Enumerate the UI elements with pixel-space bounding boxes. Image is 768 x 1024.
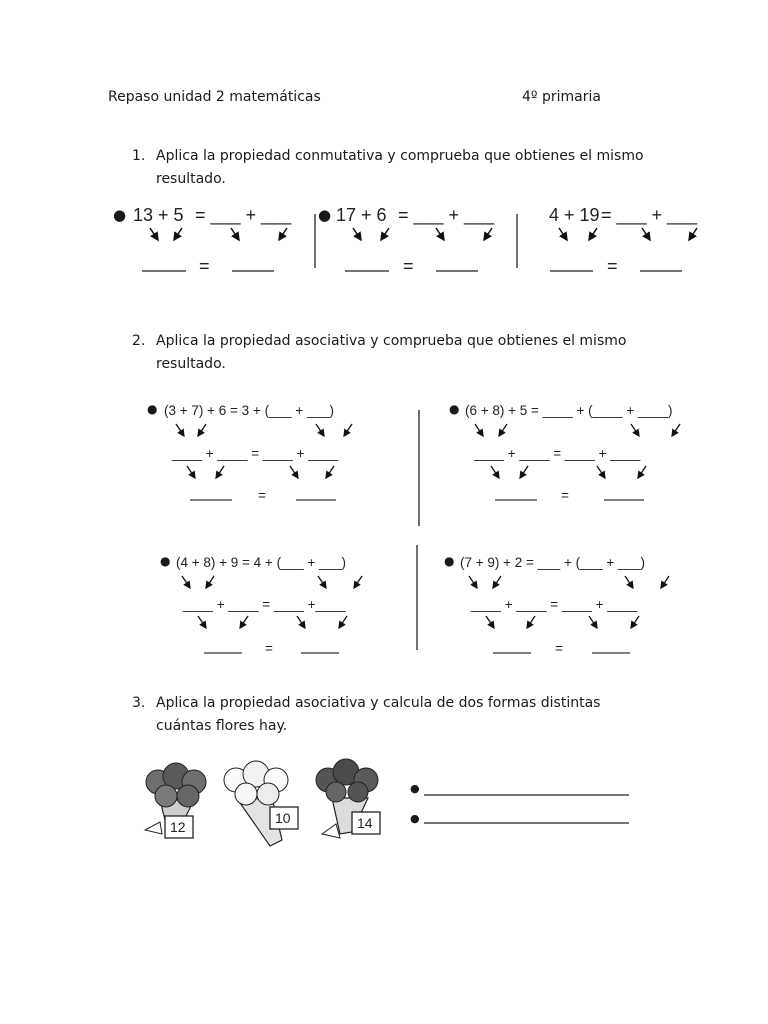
q1-rhs-1: = ___ + ___ xyxy=(195,205,292,225)
bouquet-2-count: 10 xyxy=(275,810,291,826)
q1-rhs-3: = ___ + ___ xyxy=(601,205,698,225)
bullet: ● xyxy=(410,812,420,825)
q2-arrows xyxy=(176,424,680,628)
question-text: Aplica la propiedad asociativa y comprueba que obtienes el mismo resultado. xyxy=(156,333,627,372)
q1-expr-3: 4 + 19 xyxy=(549,205,600,225)
question-number: 2. xyxy=(132,333,146,349)
q2-equals-1: = xyxy=(258,488,266,503)
bullet: ● xyxy=(318,206,332,224)
q1-arrows xyxy=(150,228,697,240)
question-text: Aplica la propiedad asociativa y calcula de dos formas distintas cuántas flores hay. xyxy=(156,695,601,734)
bouquet-1-count: 12 xyxy=(170,819,186,835)
q1-expr-2: 17 + 6 xyxy=(336,205,387,225)
q2-equals-2: = xyxy=(561,488,569,503)
bouquet-2-illustration xyxy=(224,761,298,846)
bullet: ● xyxy=(410,782,420,795)
q1-result-equals: = xyxy=(403,256,414,276)
q2-expr-4: (7 + 9) + 2 = ___ + (___ + ___) xyxy=(460,555,646,570)
worksheet-title: Repaso unidad 2 matemáticas xyxy=(108,89,321,105)
q1-result-equals: = xyxy=(199,256,210,276)
bullet: ● xyxy=(147,402,158,416)
question-text: Aplica la propiedad conmutativa y comprueba que obtienes el mismo resultado. xyxy=(156,148,644,187)
q2-mid-1: ____ + ____ = ____ + ____ xyxy=(172,446,339,461)
q3-answer-lines xyxy=(424,795,629,823)
q1-rhs-2: = ___ + ___ xyxy=(398,205,495,225)
q1-result-equals: = xyxy=(607,256,618,276)
q2-mid-3: ____ + ____ = ____ +____ xyxy=(183,597,346,612)
q2-equals-4: = xyxy=(555,641,563,656)
bullet: ● xyxy=(160,554,171,568)
q2-expr-3: (4 + 8) + 9 = 4 + (___ + ___) xyxy=(176,555,346,570)
bullet: ● xyxy=(113,206,127,224)
q1-expr-1: 13 + 5 xyxy=(133,205,184,225)
question-number: 1. xyxy=(132,148,146,164)
bullet: ● xyxy=(449,402,460,416)
q2-expr-2: (6 + 8) + 5 = ____ + (____ + ____) xyxy=(465,403,673,418)
q2-mid-4: ____ + ____ = ____ + ____ xyxy=(471,597,638,612)
question-number: 3. xyxy=(132,695,146,711)
bouquet-3-count: 14 xyxy=(357,815,373,831)
q2-dividers xyxy=(417,410,419,650)
bullet: ● xyxy=(444,554,455,568)
q2-expr-1: (3 + 7) + 6 = 3 + (___ + ___) xyxy=(164,403,334,418)
grade-label: 4º primaria xyxy=(522,89,601,105)
q2-equals-3: = xyxy=(265,641,273,656)
q2-mid-2: ____ + ____ = ____ + ____ xyxy=(474,446,641,461)
q1-dividers xyxy=(315,214,517,268)
